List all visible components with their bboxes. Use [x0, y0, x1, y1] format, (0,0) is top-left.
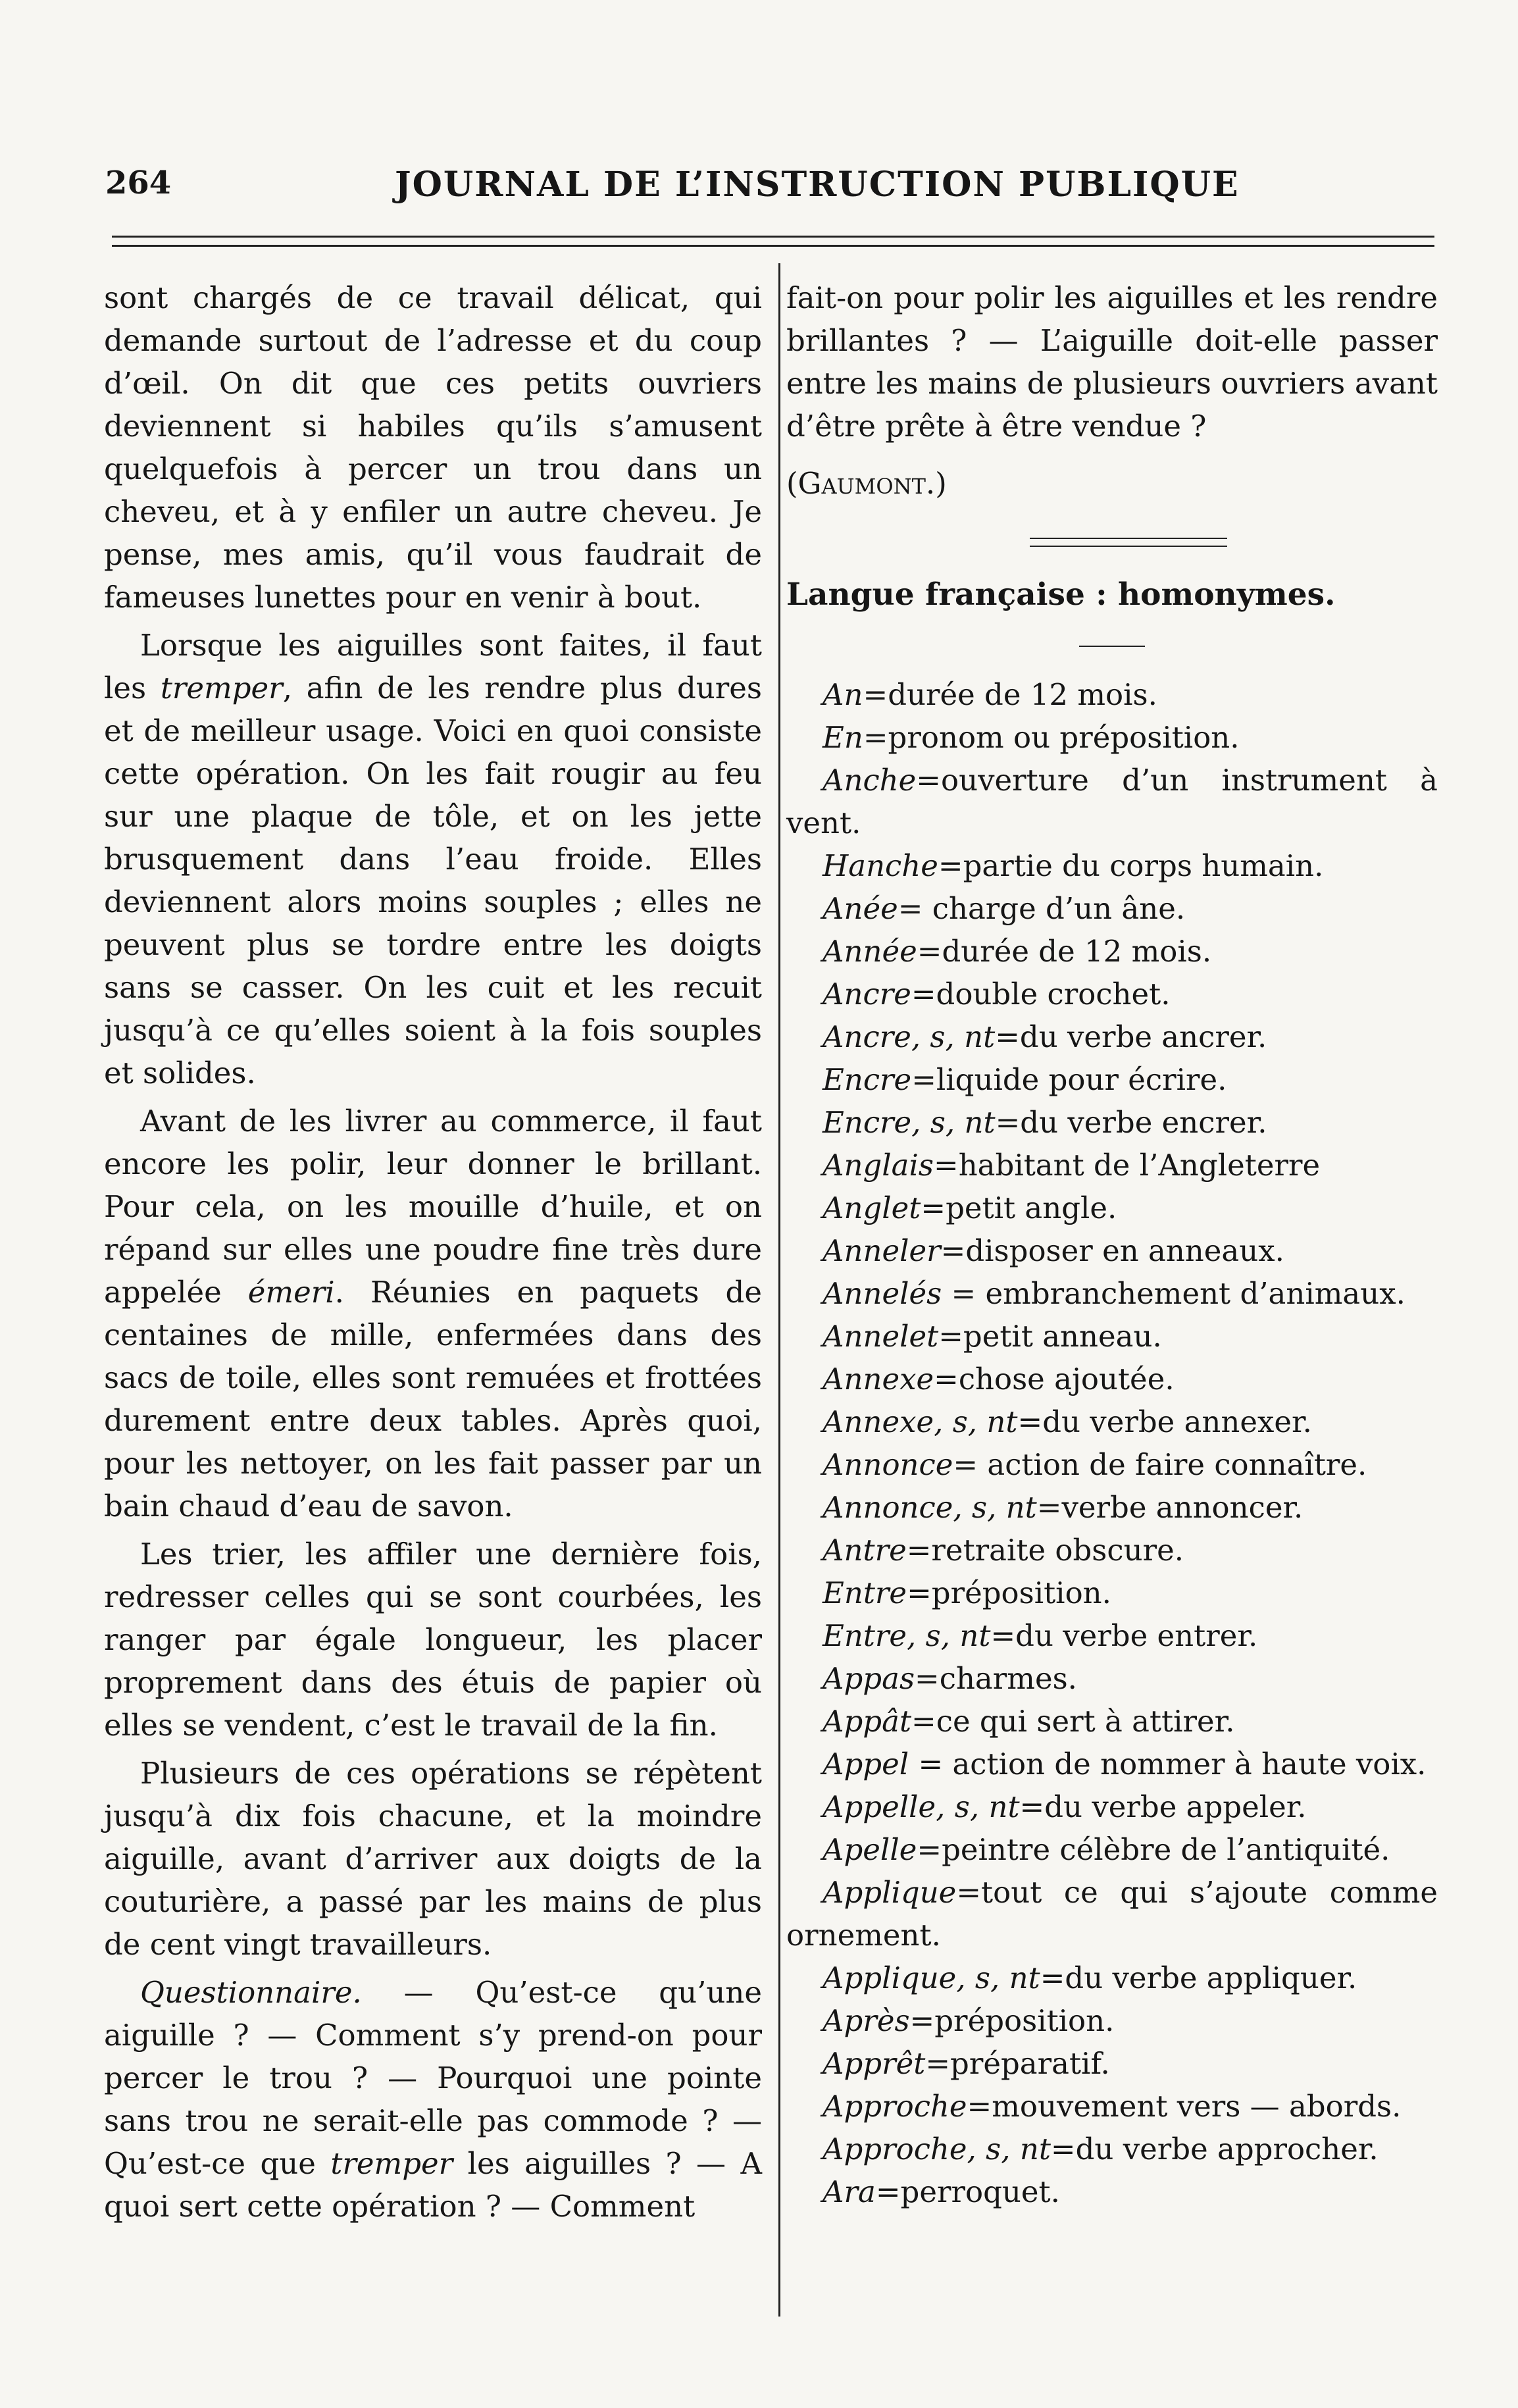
homonym-word: Entre, s, nt: [822, 1618, 991, 1653]
homonym-word: Annelés: [822, 1276, 942, 1311]
homonym-definition: =perroquet.: [875, 2174, 1060, 2209]
homonym-entry: [786, 716, 1438, 759]
homonym-definition: =tout ce qui s’ajoute comme ornement.: [786, 1875, 1438, 1953]
homonym-entry: [786, 1229, 1438, 1272]
page-header: [105, 165, 1240, 217]
continuation-paragraph: fait-on pour polir les aiguilles et les rendre brillantes ? — L’aiguille doit-elle passer entre les mains de plusieurs ouvriers avant d’être prête à être vendue ?: [786, 280, 1438, 444]
homonym-definition: =du verbe appeler.: [1019, 1789, 1307, 1824]
homonym-entry: [786, 1486, 1438, 1529]
homonym-word: En: [822, 720, 863, 755]
homonym-definition: =peintre célèbre de l’antiquité.: [917, 1832, 1390, 1867]
paragraph-5: Plusieurs de ces opérations se répètent jusqu’à dix fois chacune, et la moindre aiguille, avant d’arriver aux doigts de la couturière, a passé par les mains de plus de cent vingt travailleurs.: [104, 1756, 762, 1962]
section-separator: [1030, 538, 1227, 547]
homonym-entry: [786, 1015, 1438, 1058]
homonym-definition: =chose ajoutée.: [934, 1362, 1175, 1396]
homonym-entry: [786, 1572, 1438, 1614]
homonym-entry: [786, 1358, 1438, 1400]
homonym-entry: [786, 759, 1438, 844]
homonym-entry: [786, 1529, 1438, 1572]
homonym-definition: =charmes.: [915, 1661, 1077, 1696]
page-number: 264: [105, 165, 172, 201]
homonym-definition: =pronom ou préposition.: [863, 720, 1240, 755]
homonym-definition: =disposer en anneaux.: [940, 1233, 1284, 1268]
questionnaire-label: Questionnaire.: [140, 1975, 362, 2010]
homonym-word: Anglais: [822, 1148, 934, 1183]
homonym-definition: =préposition.: [909, 2003, 1115, 2038]
homonym-entry: [786, 1957, 1438, 1999]
homonym-definition: =partie du corps humain.: [938, 848, 1324, 883]
paragraph-3: Avant de les livrer au commerce, il faut encore les polir, leur donner le brillant. Pour cela, on les mouille d’huile, et on répand sur elles une poudre fine très dure appelée émeri. Réunies en paquets de centaines de mille, enfermées dans des sacs de toile, elles sont remuées et frottées durement entre deux tables. Après quoi, pour les nettoyer, on les fait passer par un bain chaud d’eau de savon.: [104, 1104, 762, 1524]
homonym-definition: = embranchement d’animaux.: [942, 1276, 1405, 1311]
homonym-word: Approche, s, nt: [822, 2132, 1051, 2166]
homonym-definition: =petit angle.: [921, 1191, 1117, 1225]
homonym-word: Apprêt: [822, 2046, 926, 2081]
homonym-definition: =mouvement vers — abords.: [967, 2089, 1402, 2124]
homonym-definition: =ce qui sert à attirer.: [911, 1704, 1235, 1739]
homonym-word: Ara: [822, 2174, 876, 2209]
homonym-word: Approche: [822, 2089, 967, 2124]
homonym-entry: [786, 887, 1438, 930]
homonym-entry: [786, 2170, 1438, 2213]
homonym-entry: [786, 1657, 1438, 1700]
homonym-definition: =ouverture d’un instrument à vent.: [786, 763, 1438, 840]
homonym-entry: [786, 1785, 1438, 1828]
homonym-definition: =du verbe encrer.: [995, 1105, 1267, 1140]
homonym-word: Apelle: [822, 1832, 917, 1867]
questionnaire: Questionnaire. — Qu’est-ce qu’une aiguille ? — Comment s’y prend-on pour percer le trou ? — Pourquoi une pointe sans trou ne serait-elle pas commode ? — Qu’est-ce que tremper les aiguilles ? — A quoi sert cette opération ? — Comment: [104, 1975, 762, 2224]
homonym-definition: =du verbe appliquer.: [1040, 1960, 1357, 1995]
homonym-word: Annelet: [822, 1319, 939, 1354]
homonym-word: Entre: [822, 1575, 907, 1610]
homonym-word: Appât: [822, 1704, 912, 1739]
homonym-word: Anée: [822, 891, 898, 926]
homonym-entry: [786, 844, 1438, 887]
homonym-entry: [786, 1871, 1438, 1957]
homonym-entry: [786, 1187, 1438, 1229]
homonym-entry: [786, 1614, 1438, 1657]
homonym-word: Appelle, s, nt: [822, 1789, 1020, 1824]
homonym-word: Encre, s, nt: [822, 1105, 996, 1140]
homonym-entry: [786, 973, 1438, 1015]
homonym-definition: =du verbe ancrer.: [995, 1019, 1267, 1054]
homonym-entry: [786, 1400, 1438, 1443]
homonym-definition: =habitant de l’Angleterre: [934, 1148, 1321, 1183]
header-rule-double: [112, 245, 1434, 247]
homonym-entry: [786, 1999, 1438, 2042]
homonym-definition: = charge d’un âne.: [898, 891, 1186, 926]
homonym-entry: [786, 1101, 1438, 1144]
homonym-word: Annonce: [822, 1447, 953, 1482]
homonym-word: An: [822, 677, 863, 712]
homonym-definition: =liquide pour écrire.: [911, 1062, 1227, 1097]
homonym-word: Anneler: [822, 1233, 941, 1268]
homonym-entry: [786, 1144, 1438, 1187]
homonym-word: Ancre: [822, 977, 911, 1012]
homonym-entry: [786, 2042, 1438, 2085]
homonym-word: Appas: [822, 1661, 915, 1696]
paragraph-4: Les trier, les affiler une dernière fois, redresser celles qui se sont courbées, les ranger par égale longueur, les placer proprement dans des étuis de papier où elles se vendent, c’est le travail de la fin.: [104, 1537, 762, 1743]
column-divider: [778, 263, 780, 2317]
header-rule: [112, 236, 1434, 238]
left-column: [104, 276, 762, 2233]
homonym-entry: [786, 673, 1438, 716]
homonym-list: [786, 673, 1438, 2213]
homonym-word: Année: [822, 934, 917, 969]
author-signature: (Gaumont.): [786, 466, 947, 501]
homonym-word: Annexe, s, nt: [822, 1404, 1018, 1439]
homonym-word: Appel: [822, 1747, 909, 1781]
homonym-word: Ancre, s, nt: [822, 1019, 996, 1054]
title-rule: [1079, 646, 1145, 647]
homonym-word: Anglet: [822, 1191, 921, 1225]
homonym-entry: [786, 1700, 1438, 1743]
homonym-word: Après: [822, 2003, 910, 2038]
homonym-entry: [786, 930, 1438, 973]
homonym-entry: [786, 2128, 1438, 2170]
homonym-entry: [786, 1743, 1438, 1785]
homonym-word: Hanche: [822, 848, 938, 883]
homonym-word: Applique: [822, 1875, 957, 1910]
homonym-entry: [786, 2085, 1438, 2128]
running-title: JOURNAL DE L’INSTRUCTION PUBLIQUE: [395, 165, 1240, 205]
homonym-word: Encre: [822, 1062, 912, 1097]
homonym-entry: [786, 1828, 1438, 1871]
homonym-definition: =double crochet.: [911, 977, 1171, 1012]
homonym-word: Antre: [822, 1533, 907, 1568]
homonym-entry: [786, 1272, 1438, 1315]
homonym-definition: = action de nommer à haute voix.: [909, 1747, 1427, 1781]
homonym-definition: =préposition.: [907, 1575, 1111, 1610]
right-column: [786, 276, 1438, 2213]
homonym-definition: =durée de 12 mois.: [917, 934, 1212, 969]
homonym-definition: =du verbe approcher.: [1050, 2132, 1379, 2166]
homonym-word: Annonce, s, nt: [822, 1490, 1037, 1525]
homonym-word: Applique, s, nt: [822, 1960, 1040, 1995]
homonym-word: Annexe: [822, 1362, 934, 1396]
homonym-word: Anche: [822, 763, 917, 798]
homonym-entry: [786, 1443, 1438, 1486]
paragraph-2: Lorsque les aiguilles sont faites, il faut les tremper, afin de les rendre plus dures et de meilleur usage. Voici en quoi consiste cette opération. On les fait rougir au feu sur une plaque de tôle, et on les jette brusquement dans l’eau froide. Elles deviennent alors moins souples ; elles ne peuvent plus se tordre entre les doigts sans se casser. On les cuit et les recuit jusqu’à ce qu’elles soient à la fois souples et solides.: [104, 628, 762, 1090]
homonym-definition: =du verbe entrer.: [990, 1618, 1258, 1653]
homonym-definition: =du verbe annexer.: [1017, 1404, 1312, 1439]
homonym-entry: [786, 1315, 1438, 1358]
homonym-definition: = action de faire connaître.: [953, 1447, 1367, 1482]
section-title: Langue française : homonymes.: [786, 576, 1336, 613]
homonym-definition: =durée de 12 mois.: [863, 677, 1157, 712]
homonym-definition: =retraite obscure.: [906, 1533, 1184, 1568]
paragraph-1: sont chargés de ce travail délicat, qui demande surtout de l’adresse et du coup d’œil. On dit que ces petits ouvriers deviennent si habiles qu’ils s’amusent quelquefois à percer un trou dans un cheveu, et à y enfiler un autre cheveu. Je pense, mes amis, qu’il vous faudrait de fameuses lunettes pour en venir à bout.: [104, 280, 762, 615]
homonym-definition: =préparatif.: [925, 2046, 1110, 2081]
homonym-definition: =verbe annoncer.: [1036, 1490, 1303, 1525]
homonym-entry: [786, 1058, 1438, 1101]
homonym-definition: =petit anneau.: [938, 1319, 1162, 1354]
